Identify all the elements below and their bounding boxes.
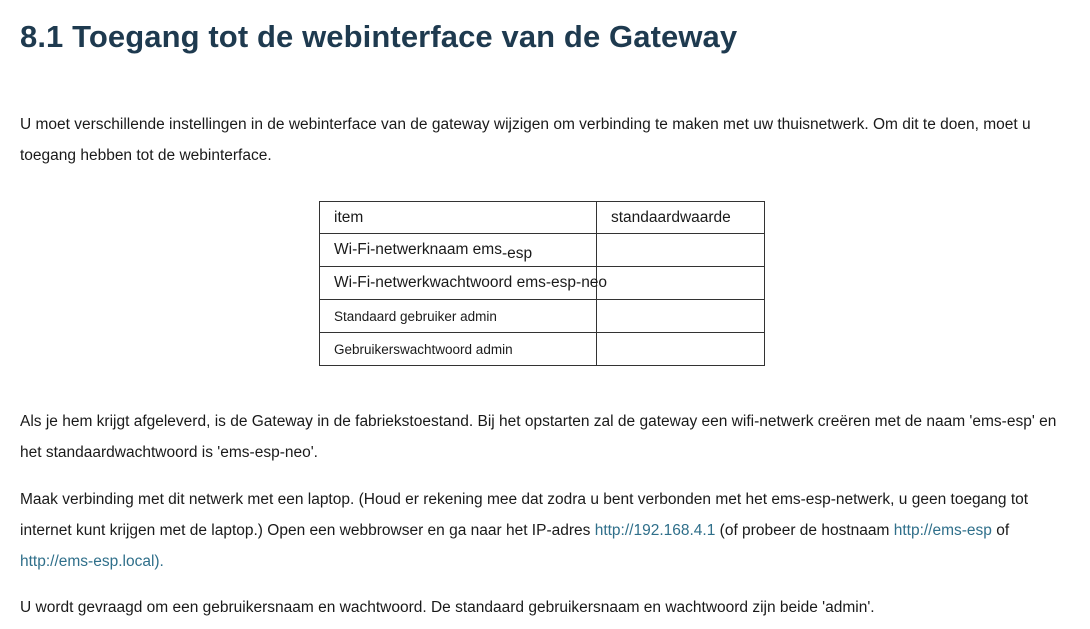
table-cell-value <box>597 234 765 267</box>
connect-paragraph <box>20 484 1065 577</box>
table-header-item: item <box>320 202 597 234</box>
table-cell-item: Standaard gebruiker admin <box>320 300 597 333</box>
connect-text-3: of <box>991 522 1010 539</box>
section-heading: 8.1 Toegang tot de webinterface van de Gateway <box>20 19 738 54</box>
table-header-row <box>320 202 765 234</box>
intro-paragraph: U moet verschillende instellingen in de webinterface van de gateway wijzigen om verbinding te maken met uw thuisnetwerk. Om dit te doen, moet u toegang hebben tot de webinterface. <box>20 116 1031 164</box>
hostname-local-link[interactable]: http://ems-esp.local). <box>20 553 164 570</box>
table-cell-value <box>597 267 765 300</box>
table-row <box>320 234 765 267</box>
credentials-paragraph: U wordt gevraagd om een gebruikersnaam en wachtwoord. De standaard gebruikersnaam en wachtwoord zijn beide 'admin'. <box>20 599 875 616</box>
ip-address-link[interactable]: http://192.168.4.1 <box>594 522 716 539</box>
row-label: Wi-Fi-netwerknaam ems <box>334 241 502 258</box>
hostname-link[interactable]: http://ems-esp <box>893 522 992 539</box>
table-row <box>320 333 765 366</box>
table-cell-value <box>597 333 765 366</box>
table-cell-item: Wi-Fi-netwerkwachtwoord ems-esp-neo <box>320 267 597 300</box>
row-label-suffix: -esp <box>501 245 533 262</box>
table-cell-value <box>597 300 765 333</box>
factory-state-paragraph: Als je hem krijgt afgeleverd, is de Gateway in de fabriekstoestand. Bij het opstarten zal de gateway een wifi-netwerk creëren met de naam 'ems-esp' en het standaardwachtwoord is 'ems-esp-neo'. <box>20 413 1057 461</box>
table-cell-item <box>320 234 597 267</box>
connect-text-2: (of probeer de hostnaam <box>715 522 894 539</box>
connect-text-1: Maak verbinding met dit netwerk met een laptop. (Houd er rekening mee dat zodra u bent verbonden met het ems-esp-netwerk, u geen toegang tot internet kunt krijgen met de laptop.) Open een webbrowser en ga naar het IP-adres <box>20 491 1029 539</box>
table-row <box>320 300 765 333</box>
defaults-table <box>319 201 765 366</box>
table-row <box>320 267 765 300</box>
table-header-default-value: standaardwaarde <box>597 202 765 234</box>
table-cell-item: Gebruikerswachtwoord admin <box>320 333 597 366</box>
